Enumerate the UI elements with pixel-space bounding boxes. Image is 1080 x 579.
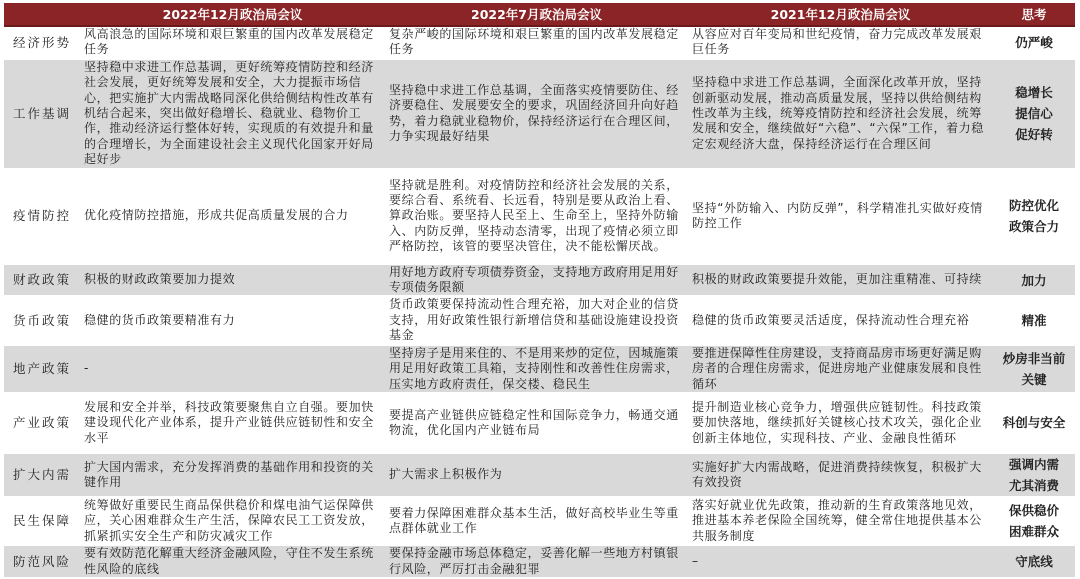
policy-comparison-table xyxy=(4,3,1075,579)
row-label: 疫情防控 xyxy=(4,169,80,264)
cell-thinking: 精准 xyxy=(993,296,1075,344)
header-2022-dec: 2022年12月政治局会议 xyxy=(80,3,385,26)
cell-thinking: 仍严峻 xyxy=(993,26,1075,59)
cell-thinking: 防控优化 政策合力 xyxy=(993,169,1075,264)
row-label: 地产政策 xyxy=(4,345,80,393)
cell-2022-dec: - xyxy=(80,345,385,393)
cell-2022-jul: 要着力保障困难群众基本生活，做好高校毕业生等重点群体就业工作 xyxy=(385,497,688,545)
table-row xyxy=(4,497,1075,545)
cell-2022-dec: 发展和安全并举，科技政策要聚焦自立自强。要加快建设现代化产业体系，提升产业链供应链韧性和安全水平 xyxy=(80,393,385,453)
table-row xyxy=(4,453,1075,497)
row-label: 工作基调 xyxy=(4,59,80,169)
cell-2022-dec: 优化疫情防控措施，形成共促高质量发展的合力 xyxy=(80,169,385,264)
cell-thinking: 稳增长 提信心 促好转 xyxy=(993,59,1075,169)
cell-2022-dec: 扩大国内需求，充分发挥消费的基础作用和投资的关键作用 xyxy=(80,453,385,497)
row-label: 产业政策 xyxy=(4,393,80,453)
header-thinking: 思考 xyxy=(993,3,1075,26)
cell-thinking: 加力 xyxy=(993,264,1075,297)
cell-2022-dec: 统筹做好重要民生商品保供稳价和煤电油气运保障供应，关心困难群众生产生活，保障农民工工资发放，抓紧抓实安全生产和防灾减灾工作 xyxy=(80,497,385,545)
header-2021-dec: 2021年12月政治局会议 xyxy=(688,3,993,26)
cell-2022-jul: 坚持房子是用来住的、不是用来炒的定位，因城施策用足用好政策工具箱，支持刚性和改善性住房需求，压实地方政府责任，保交楼、稳民生 xyxy=(385,345,688,393)
table-header xyxy=(4,3,1075,26)
cell-2022-jul: 扩大需求上积极作为 xyxy=(385,453,688,497)
cell-thinking: 炒房非当前 关键 xyxy=(993,345,1075,393)
cell-2022-jul: 复杂严峻的国际环境和艰巨繁重的国内改革发展稳定任务 xyxy=(385,26,688,59)
cell-2021-dec: 从容应对百年变局和世纪疫情，奋力完成改革发展艰巨任务 xyxy=(688,26,993,59)
table-row xyxy=(4,545,1075,578)
row-label: 经济形势 xyxy=(4,26,80,59)
header-2022-jul: 2022年7月政治局会议 xyxy=(385,3,688,26)
table-row xyxy=(4,59,1075,169)
cell-thinking: 强调内需 尤其消费 xyxy=(993,453,1075,497)
row-label: 货币政策 xyxy=(4,296,80,344)
table-row xyxy=(4,296,1075,344)
cell-2021-dec: – xyxy=(688,545,993,578)
cell-2021-dec: 坚持“外防输入、内防反弹”，科学精准扎实做好疫情防控工作 xyxy=(688,169,993,264)
cell-thinking: 守底线 xyxy=(993,545,1075,578)
table-row xyxy=(4,345,1075,393)
cell-2022-jul: 坚持就是胜利。对疫情防控和经济社会发展的关系，要综合看、系统看、长远看，特别是要从政治上看、算政治账。要坚持人民至上、生命至上，坚持外防输入、内防反弹，坚持动态清零，出现了疫情必须立即严格防控，该管的要坚决管住，决不能松懈厌战。 xyxy=(385,169,688,264)
row-label: 防范风险 xyxy=(4,545,80,578)
cell-2021-dec: 稳健的货币政策要灵活适度，保持流动性合理充裕 xyxy=(688,296,993,344)
cell-2021-dec: 提升制造业核心竞争力，增强供应链韧性。科技政策要加快落地，继续抓好关键核心技术攻关，强化企业创新主体地位，实现科技、产业、金融良性循环 xyxy=(688,393,993,453)
cell-2022-dec: 坚持稳中求进工作总基调，更好统筹疫情防控和经济社会发展，更好统筹发展和安全，大力提振市场信心，把实施扩大内需战略同深化供给侧结构性改革有机结合起来，突出做好稳增长、稳就业、稳物价工作，推动经济运行整体好转，实现质的有效提升和量的合理增长，为全面建设社会主义现代化国家开好局起好步 xyxy=(80,59,385,169)
table-body xyxy=(4,26,1075,578)
table-row xyxy=(4,26,1075,59)
cell-2022-dec: 稳健的货币政策要精准有力 xyxy=(80,296,385,344)
cell-2022-dec: 要有效防范化解重大经济金融风险，守住不发生系统性风险的底线 xyxy=(80,545,385,578)
cell-2021-dec: 坚持稳中求进工作总基调，全面深化改革开放，坚持创新驱动发展，推动高质量发展，坚持以供给侧结构性改革为主线，统筹疫情防控和经济社会发展，统筹发展和安全，继续做好“六稳”、“六保”工作，着力稳定宏观经济大盘，保持经济运行在合理区间 xyxy=(688,59,993,169)
cell-2022-jul: 货币政策要保持流动性合理充裕，加大对企业的信贷支持，用好政策性银行新增信贷和基础设施建设投资基金 xyxy=(385,296,688,344)
cell-2022-jul: 要提高产业链供应链稳定性和国际竞争力，畅通交通物流，优化国内产业链布局 xyxy=(385,393,688,453)
cell-2021-dec: 积极的财政政策要提升效能，更加注重精准、可持续 xyxy=(688,264,993,297)
cell-2021-dec: 要推进保障性住房建设，支持商品房市场更好满足购房者的合理住房需求，促进房地产业健康发展和良性循环 xyxy=(688,345,993,393)
cell-2022-jul: 用好地方政府专项债券资金，支持地方政府用足用好专项债务限额 xyxy=(385,264,688,297)
row-label: 扩大内需 xyxy=(4,453,80,497)
cell-2022-jul: 要保持金融市场总体稳定，妥善化解一些地方村镇银行风险，严厉打击金融犯罪 xyxy=(385,545,688,578)
row-label: 财政政策 xyxy=(4,264,80,297)
cell-2021-dec: 实施好扩大内需战略，促进消费持续恢复，积极扩大有效投资 xyxy=(688,453,993,497)
row-label: 民生保障 xyxy=(4,497,80,545)
cell-2022-jul: 坚持稳中求进工作总基调，全面落实疫情要防住、经济要稳住、发展要安全的要求，巩固经济回升向好趋势，着力稳就业稳物价，保持经济运行在合理区间，力争实现最好结果 xyxy=(385,59,688,169)
header-blank xyxy=(4,3,80,26)
table-row xyxy=(4,264,1075,297)
table-row xyxy=(4,169,1075,264)
table-row xyxy=(4,393,1075,453)
cell-2022-dec: 积极的财政政策要加力提效 xyxy=(80,264,385,297)
cell-thinking: 科创与安全 xyxy=(993,393,1075,453)
cell-2021-dec: 落实好就业优先政策，推动新的生育政策落地见效，推进基本养老保险全国统筹，健全常住地提供基本公共服务制度 xyxy=(688,497,993,545)
cell-thinking: 保供稳价 困难群众 xyxy=(993,497,1075,545)
cell-2022-dec: 风高浪急的国际环境和艰巨繁重的国内改革发展稳定任务 xyxy=(80,26,385,59)
